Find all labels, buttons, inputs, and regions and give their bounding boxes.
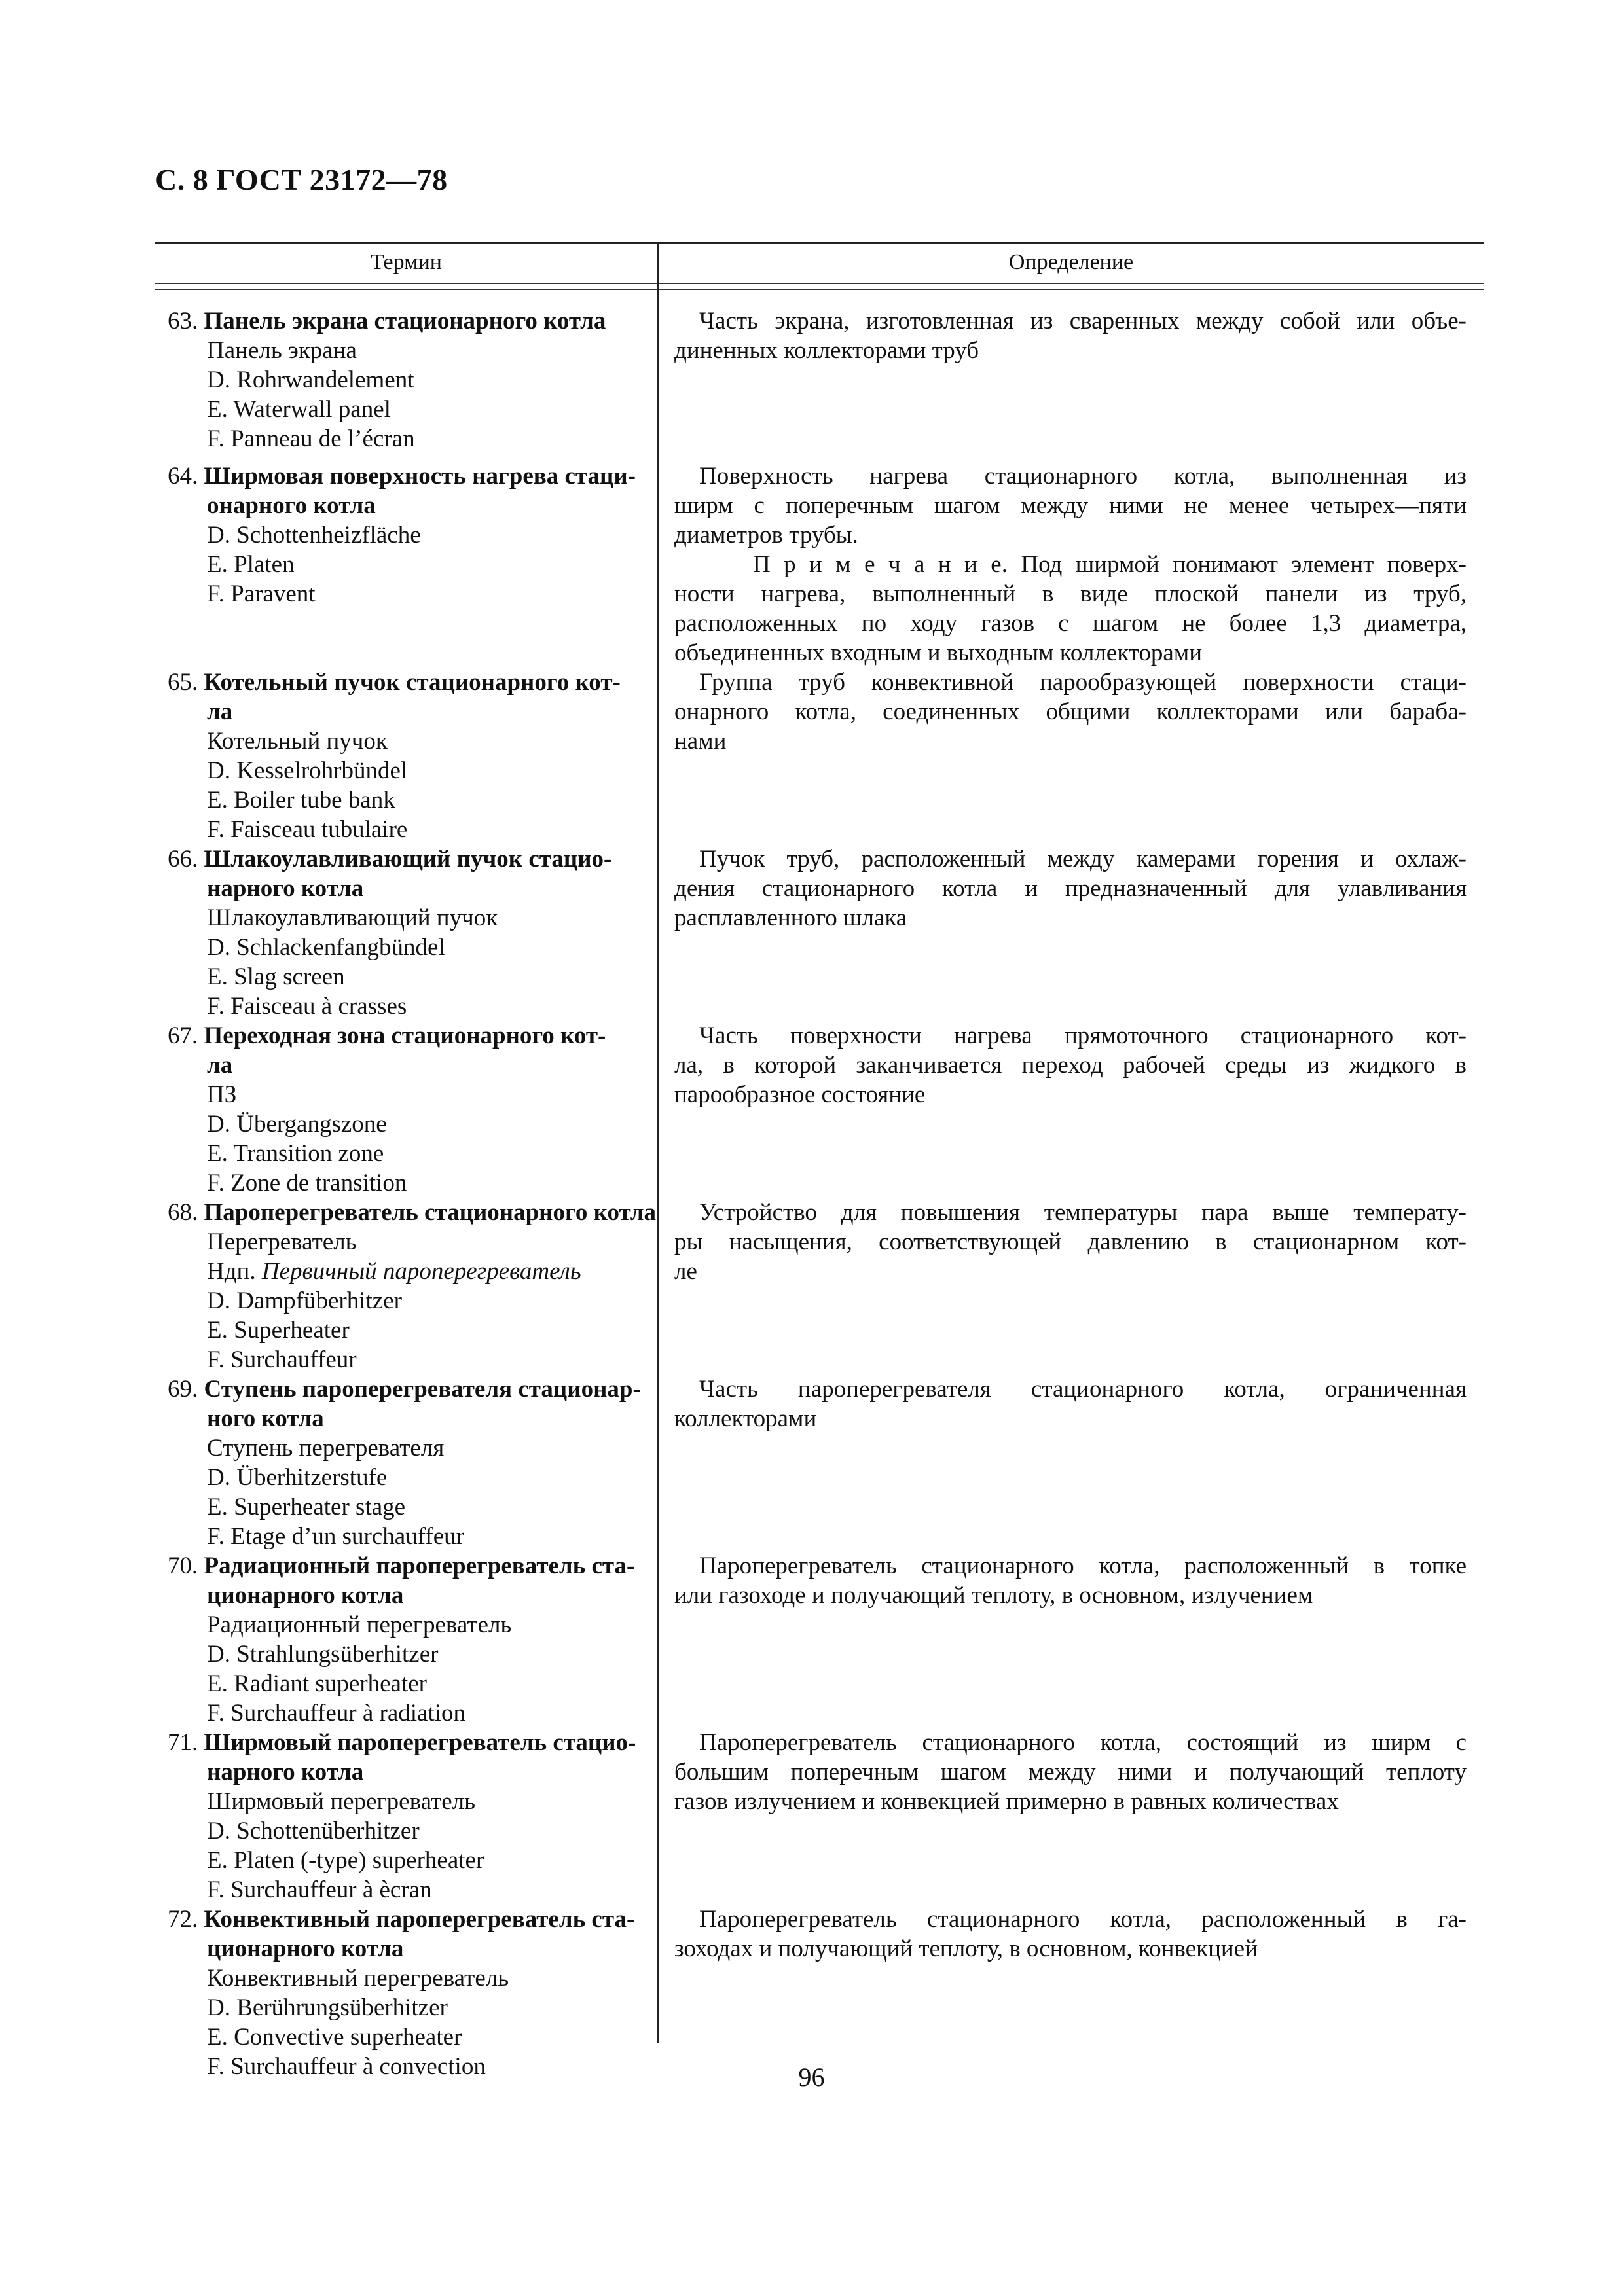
note-line: ности нагрева, выполненный в виде плоской панели из труб,: [674, 581, 1467, 607]
term-synonym: E. Platen: [207, 551, 295, 578]
term-synonym: F. Zone de transition: [207, 1170, 407, 1196]
term-number: 71.: [168, 1729, 204, 1756]
term-synonym: E. Convective superheater: [207, 2024, 462, 2051]
term-synonym: F. Paravent: [207, 581, 316, 607]
definition-cell: [674, 668, 1467, 756]
term-synonym: D. Berührungsüberhitzer: [207, 1994, 448, 2021]
term-synonym: F. Surchauffeur à radiation: [207, 1700, 466, 1727]
term-title-line: [168, 844, 646, 874]
term-synonym: D. Kesselrohrbündel: [207, 757, 408, 784]
definition-line: расплавленного шлака: [674, 905, 907, 931]
definition-line: онарного котла, соединенных общими коллекторами или бараба-: [674, 698, 1467, 725]
term-synonym: F. Faisceau tubulaire: [207, 816, 408, 843]
term-cell: [168, 306, 646, 454]
term-synonym: F. Etage d’un surchauffeur: [207, 1523, 464, 1550]
term-synonym: Конвективный перегреватель: [207, 1965, 509, 1992]
term-synonym: D. Schottenüberhitzer: [207, 1818, 420, 1844]
term-cell: [168, 1728, 646, 1905]
term-title-line: ционарного котла: [207, 1935, 404, 1962]
term-synonym: D. Strahlungsüberhitzer: [207, 1641, 439, 1668]
term-title-line: ла: [207, 1052, 233, 1079]
header-rule-2: [155, 289, 1484, 290]
term-synonym: F. Surchauffeur à convection: [207, 2053, 486, 2080]
definition-cell: [674, 1905, 1467, 1964]
definition-line: ры насыщения, соответствующей давлению в стационарном кот-: [674, 1229, 1467, 1255]
term-title-line: ционарного котла: [207, 1582, 404, 1609]
definition-line: ла, в которой заканчивается переход рабочей среды из жидкого в: [674, 1052, 1467, 1079]
term-synonym: ПЗ: [207, 1081, 237, 1108]
term-title: Радиационный пароперегреватель ста-: [204, 1552, 635, 1579]
term-cell: [168, 1021, 646, 1198]
definition-cell: [674, 1021, 1467, 1109]
term-synonym: F. Surchauffeur: [207, 1346, 357, 1373]
term-title-line: [168, 1021, 646, 1050]
term-title: Пароперегреватель стационарного котла: [204, 1199, 656, 1226]
term-cell: [168, 1374, 646, 1551]
term-number: 64.: [168, 463, 204, 490]
definition-line: Пучок труб, расположенный между камерами горения и охлаж-: [699, 846, 1467, 872]
term-synonym: Котельный пучок: [207, 728, 388, 755]
term-number: 70.: [168, 1552, 204, 1579]
term-cell: [168, 668, 646, 844]
definition-line: коллекторами: [674, 1405, 817, 1432]
term-title-line: [168, 1905, 646, 1934]
definition-line: диаметров трубы.: [674, 522, 858, 548]
term-synonym: E. Slag screen: [207, 963, 345, 990]
term-synonym: D. Dampfüberhitzer: [207, 1287, 402, 1314]
term-cell: [168, 1198, 656, 1374]
definition-line: газов излучением и конвекцией примерно в равных количествах: [674, 1788, 1339, 1815]
term-title-line: [168, 1551, 646, 1581]
term-synonym: D. Übergangszone: [207, 1111, 387, 1138]
term-title-line: [168, 1374, 646, 1404]
term-number: 67.: [168, 1022, 204, 1049]
definition-line: Устройство для повышения температуры пара выше температу-: [699, 1199, 1467, 1226]
term-synonym: F. Surchauffeur à ècran: [207, 1876, 432, 1903]
term-title: Переходная зона стационарного кот-: [204, 1022, 606, 1049]
term-title: Котельный пучок стационарного кот-: [204, 669, 621, 696]
definition-line: большим поперечным шагом между ними и получающий теплоту: [674, 1759, 1467, 1785]
term-title-line: нарного котла: [207, 875, 364, 902]
term-title-line: онарного котла: [207, 492, 376, 519]
note-line: расположенных по ходу газов с шагом не более 1,3 диаметра,: [674, 610, 1467, 637]
definition-cell: [674, 1551, 1467, 1610]
definition-line: нами: [674, 728, 727, 755]
term-title-line: ного котла: [207, 1405, 324, 1432]
term-synonym: D. Schlackenfangbündel: [207, 934, 445, 961]
term-number: 63.: [168, 308, 204, 334]
term-title-line: [168, 668, 646, 697]
term-title-line: нарного котла: [207, 1759, 364, 1785]
definition-cell: [674, 1374, 1467, 1433]
term-synonym: D. Rohrwandelement: [207, 367, 414, 393]
term-title-line: [168, 1728, 646, 1757]
definition-line: Пароперегреватель стационарного котла, состоящий из ширм с: [699, 1729, 1467, 1756]
term-synonym: Ширмовый перегреватель: [207, 1788, 475, 1815]
definition-line: ширм с поперечным шагом между ними не менее четырех—пяти: [674, 492, 1467, 519]
deprecated-term: Первичный пароперегреватель: [261, 1258, 581, 1285]
definition-line: Часть поверхности нагрева прямоточного стационарного кот-: [699, 1022, 1467, 1049]
definition-line: Пароперегреватель стационарного котла, расположенный в га-: [699, 1906, 1467, 1933]
definition-line: зоходах и получающий теплоту, в основном, конвекцией: [674, 1935, 1258, 1962]
term-synonym: E. Boiler tube bank: [207, 787, 395, 814]
page-header: С. 8 ГОСТ 23172—78: [155, 163, 448, 196]
term-synonym: E. Superheater: [207, 1317, 350, 1344]
definition-line: диненных коллекторами труб: [674, 337, 979, 364]
term-number: 66.: [168, 846, 204, 872]
definition-line: Поверхность нагрева стационарного котла, выполненная из: [699, 463, 1467, 490]
definition-line: дения стационарного котла и предназначенный для улавливания: [674, 875, 1467, 902]
term-synonym: Ступень перегревателя: [207, 1435, 445, 1462]
note-line: объединенных входным и выходным коллекторами: [674, 639, 1202, 666]
term-title: Конвективный пароперегреватель ста-: [204, 1906, 635, 1933]
term-title: Шлакоулавливающий пучок стацио-: [204, 846, 612, 872]
term-title: Панель экрана стационарного котла: [204, 308, 606, 334]
definition-line: Пароперегреватель стационарного котла, расположенный в топке: [699, 1552, 1467, 1579]
term-cell: [168, 844, 646, 1021]
definition-line: Часть пароперегревателя стационарного котла, ограниченная: [699, 1376, 1467, 1403]
term-synonym: E. Platen (-type) superheater: [207, 1847, 484, 1874]
term-synonym: E. Radiant superheater: [207, 1670, 427, 1697]
definition-cell: [674, 1198, 1467, 1286]
column-header-definition: Определение: [1008, 250, 1134, 274]
term-synonym: F. Faisceau à crasses: [207, 993, 407, 1020]
term-title-line: [168, 306, 646, 336]
term-cell: [168, 1905, 646, 2081]
definition-line: Часть экрана, изготовленная из сваренных между собой или объе-: [699, 308, 1467, 334]
term-synonym: Перегреватель: [207, 1229, 357, 1255]
term-synonym: E. Superheater stage: [207, 1494, 406, 1520]
column-header-term: Термин: [371, 250, 442, 274]
term-number: 69.: [168, 1376, 204, 1403]
term-synonym: D. Schottenheizfläche: [207, 522, 421, 548]
term-number: 65.: [168, 669, 204, 696]
definition-cell: [674, 461, 1467, 668]
table-top-rule: [155, 242, 1484, 244]
term-synonym: F. Panneau de l’écran: [207, 425, 415, 452]
term-synonym: Ндп. Первичный пароперегреватель: [207, 1258, 581, 1285]
term-synonym: E. Transition zone: [207, 1140, 384, 1167]
definition-line: парообразное состояние: [674, 1081, 926, 1108]
term-title: Ширмовый пароперегреватель стацио-: [204, 1729, 636, 1756]
term-synonym: E. Waterwall panel: [207, 396, 391, 423]
term-cell: [168, 1551, 646, 1728]
definition-cell: [674, 306, 1467, 365]
term-title: Ступень пароперегревателя стационар-: [204, 1376, 641, 1403]
term-number: 68.: [168, 1199, 204, 1226]
term-synonym: D. Überhitzerstufe: [207, 1464, 388, 1491]
term-synonym: Шлакоулавливающий пучок: [207, 905, 498, 931]
term-cell: [168, 461, 646, 609]
column-divider: [657, 243, 659, 2043]
term-number: 72.: [168, 1906, 204, 1933]
definition-line: ле: [674, 1258, 697, 1285]
term-title-line: ла: [207, 698, 233, 725]
term-synonym: Панель экрана: [207, 337, 357, 364]
term-title: Ширмовая поверхность нагрева стаци-: [204, 463, 636, 490]
definition-line: Группа труб конвективной парообразующей поверхности стаци-: [699, 669, 1467, 696]
term-title-line: [168, 1198, 656, 1227]
definition-cell: [674, 1728, 1467, 1816]
definition-cell: [674, 844, 1467, 933]
term-title-line: [168, 461, 646, 491]
page-number: 96: [798, 2062, 825, 2092]
header-rule-1: [155, 283, 1484, 284]
definition-line: или газоходе и получающий теплоту, в основном, излучением: [674, 1582, 1313, 1609]
note-line: П р и м е ч а н и е. Под ширмой понимают элемент поверх-: [753, 551, 1467, 578]
term-synonym: Радиационный перегреватель: [207, 1611, 512, 1638]
